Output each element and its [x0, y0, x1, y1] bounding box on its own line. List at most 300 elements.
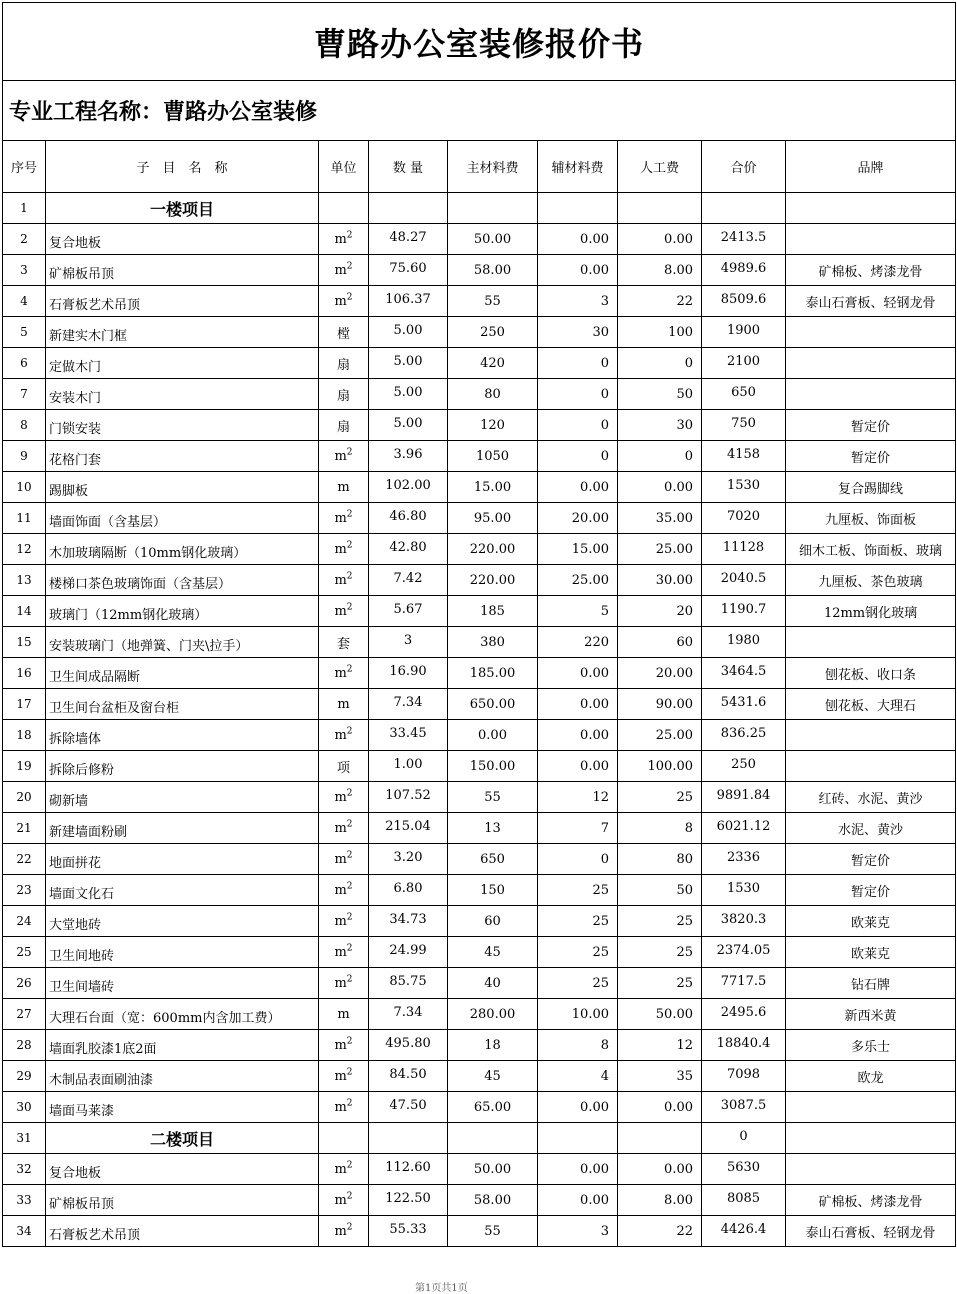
unit-text: $m^2$	[334, 943, 353, 961]
cell-brand: 泰山石膏板、轻钢龙骨	[786, 286, 956, 317]
cell-aux: 4	[538, 1061, 618, 1092]
cell-labor: 12	[618, 1030, 702, 1061]
unit-text: $m^2$	[334, 664, 353, 682]
cell-total: 1900	[702, 317, 786, 348]
cell-qty: 46.80	[369, 503, 448, 534]
cell-seq: 18	[3, 720, 46, 751]
cell-qty: 16.90	[369, 658, 448, 689]
cell-main: 65.00	[448, 1092, 538, 1123]
cell-main: 250	[448, 317, 538, 348]
cell-unit: m	[319, 472, 369, 503]
cell-brand: 暂定价	[786, 875, 956, 906]
page-title: 曹路办公室装修报价书	[3, 3, 956, 81]
cell-brand	[786, 348, 956, 379]
cell-aux	[538, 193, 618, 224]
table-row	[3, 1030, 956, 1061]
cell-unit	[319, 1030, 369, 1061]
cell-total: 2336	[702, 844, 786, 875]
cell-brand	[786, 317, 956, 348]
cell-brand: 九厘板、茶色玻璃	[786, 565, 956, 596]
table-row	[3, 1092, 956, 1123]
cell-qty: 5.67	[369, 596, 448, 627]
cell-name: 安装木门	[46, 379, 319, 410]
cell-unit	[319, 596, 369, 627]
table-row	[3, 999, 956, 1030]
cell-qty: 24.99	[369, 937, 448, 968]
unit-text: $m^2$	[334, 571, 353, 589]
cell-seq: 21	[3, 813, 46, 844]
unit-text: $m^2$	[334, 1098, 353, 1116]
cell-unit	[319, 441, 369, 472]
cell-total: 3820.3	[702, 906, 786, 937]
cell-labor: 20	[618, 596, 702, 627]
cell-brand: 九厘板、饰面板	[786, 503, 956, 534]
cell-seq: 15	[3, 627, 46, 658]
cell-qty: 495.80	[369, 1030, 448, 1061]
cell-name: 卫生间成品隔断	[46, 658, 319, 689]
cell-name: 石膏板艺术吊顶	[46, 1216, 319, 1247]
unit-text: $m^2$	[334, 447, 353, 465]
quotation-sheet	[2, 2, 955, 1247]
cell-unit	[319, 782, 369, 813]
cell-main: 95.00	[448, 503, 538, 534]
cell-total: 1530	[702, 472, 786, 503]
table-row	[3, 1061, 956, 1092]
cell-labor: 20.00	[618, 658, 702, 689]
cell-labor: 25	[618, 906, 702, 937]
cell-unit	[319, 1123, 369, 1154]
table-row	[3, 193, 956, 224]
cell-main: 185	[448, 596, 538, 627]
cell-aux: 220	[538, 627, 618, 658]
cell-name: 矿棉板吊顶	[46, 255, 319, 286]
cell-unit: m	[319, 999, 369, 1030]
project-name: 专业工程名称：曹路办公室装修	[3, 81, 956, 141]
header-main: 主材料费	[448, 141, 538, 193]
cell-unit	[319, 720, 369, 751]
cell-name: 拆除后修粉	[46, 751, 319, 782]
cell-qty: 102.00	[369, 472, 448, 503]
cell-aux: 0	[538, 348, 618, 379]
cell-aux: 25	[538, 937, 618, 968]
cell-labor: 0.00	[618, 1154, 702, 1185]
cell-aux: 30	[538, 317, 618, 348]
table-row	[3, 503, 956, 534]
cell-aux: 25	[538, 968, 618, 999]
cell-unit	[319, 1216, 369, 1247]
cell-unit	[319, 1185, 369, 1216]
table-row	[3, 720, 956, 751]
cell-labor: 25	[618, 937, 702, 968]
unit-text: $m^2$	[334, 1191, 353, 1209]
cell-seq: 10	[3, 472, 46, 503]
cell-aux: 12	[538, 782, 618, 813]
cell-name: 踢脚板	[46, 472, 319, 503]
cell-qty: 5.00	[369, 379, 448, 410]
cell-qty: 5.00	[369, 410, 448, 441]
cell-aux: 25.00	[538, 565, 618, 596]
cell-name: 定做木门	[46, 348, 319, 379]
header-labor: 人工费	[618, 141, 702, 193]
cell-seq: 13	[3, 565, 46, 596]
unit-text: $m^2$	[334, 509, 353, 527]
cell-seq: 30	[3, 1092, 46, 1123]
cell-main: 380	[448, 627, 538, 658]
cell-seq: 2	[3, 224, 46, 255]
cell-aux: 0.00	[538, 720, 618, 751]
table-row	[3, 689, 956, 720]
cell-qty: 7.34	[369, 689, 448, 720]
table-row	[3, 1154, 956, 1185]
cell-name: 大堂地砖	[46, 906, 319, 937]
cell-brand: 新西米黄	[786, 999, 956, 1030]
header-unit: 单位	[319, 141, 369, 193]
cell-main: 45	[448, 937, 538, 968]
cell-labor: 30.00	[618, 565, 702, 596]
cell-qty: 47.50	[369, 1092, 448, 1123]
cell-brand: 红砖、水泥、黄沙	[786, 782, 956, 813]
cell-labor: 0	[618, 348, 702, 379]
cell-main: 185.00	[448, 658, 538, 689]
cell-qty: 85.75	[369, 968, 448, 999]
cell-aux: 0.00	[538, 255, 618, 286]
cell-main: 18	[448, 1030, 538, 1061]
cell-seq: 7	[3, 379, 46, 410]
cell-labor: 35.00	[618, 503, 702, 534]
cell-qty: 55.33	[369, 1216, 448, 1247]
cell-seq: 24	[3, 906, 46, 937]
unit-text: $m^2$	[334, 819, 353, 837]
cell-brand	[786, 1154, 956, 1185]
cell-main: 55	[448, 1216, 538, 1247]
cell-total: 1190.7	[702, 596, 786, 627]
header-seq: 序号	[3, 141, 46, 193]
cell-main: 15.00	[448, 472, 538, 503]
unit-text: $m^2$	[334, 602, 353, 620]
cell-qty: 1.00	[369, 751, 448, 782]
cell-unit: 扇	[319, 379, 369, 410]
cell-labor: 80	[618, 844, 702, 875]
cell-name: 拆除墙体	[46, 720, 319, 751]
cell-brand: 矿棉板、烤漆龙骨	[786, 1185, 956, 1216]
cell-name: 卫生间台盆柜及窗台柜	[46, 689, 319, 720]
header-aux: 辅材料费	[538, 141, 618, 193]
table-row	[3, 968, 956, 999]
header-qty: 数 量	[369, 141, 448, 193]
cell-labor: 0.00	[618, 224, 702, 255]
table-row	[3, 813, 956, 844]
cell-name: 新建实木门框	[46, 317, 319, 348]
cell-name: 地面拼花	[46, 844, 319, 875]
cell-unit: m	[319, 689, 369, 720]
cell-seq: 34	[3, 1216, 46, 1247]
cell-aux: 0	[538, 441, 618, 472]
cell-name: 玻璃门（12mm钢化玻璃）	[46, 596, 319, 627]
cell-aux: 10.00	[538, 999, 618, 1030]
table-row	[3, 224, 956, 255]
cell-name: 花格门套	[46, 441, 319, 472]
cell-qty: 3.96	[369, 441, 448, 472]
cell-unit	[319, 534, 369, 565]
cell-main: 0.00	[448, 720, 538, 751]
cell-unit	[319, 813, 369, 844]
cell-total: 2100	[702, 348, 786, 379]
cell-seq: 8	[3, 410, 46, 441]
cell-aux: 0.00	[538, 472, 618, 503]
cell-brand: 刨花板、大理石	[786, 689, 956, 720]
cell-total: 2495.6	[702, 999, 786, 1030]
table-row	[3, 1216, 956, 1247]
cell-brand: 细木工板、饰面板、玻璃	[786, 534, 956, 565]
cell-qty: 6.80	[369, 875, 448, 906]
cell-aux: 3	[538, 1216, 618, 1247]
cell-labor: 0	[618, 441, 702, 472]
cell-total: 11128	[702, 534, 786, 565]
cell-total: 2040.5	[702, 565, 786, 596]
cell-qty: 5.00	[369, 317, 448, 348]
cell-seq: 5	[3, 317, 46, 348]
cell-labor: 25	[618, 782, 702, 813]
cell-name: 石膏板艺术吊顶	[46, 286, 319, 317]
cell-total: 9891.84	[702, 782, 786, 813]
cell-main: 45	[448, 1061, 538, 1092]
table-row	[3, 255, 956, 286]
cell-qty: 7.34	[369, 999, 448, 1030]
unit-text: $m^2$	[334, 1067, 353, 1085]
cell-total: 4426.4	[702, 1216, 786, 1247]
cell-seq: 25	[3, 937, 46, 968]
cell-total: 5630	[702, 1154, 786, 1185]
cell-unit	[319, 1061, 369, 1092]
cell-unit: 扇	[319, 410, 369, 441]
cell-unit	[319, 937, 369, 968]
cell-seq: 20	[3, 782, 46, 813]
cell-seq: 3	[3, 255, 46, 286]
cell-unit	[319, 503, 369, 534]
cell-name: 卫生间墙砖	[46, 968, 319, 999]
cell-unit	[319, 565, 369, 596]
cell-main: 55	[448, 782, 538, 813]
cell-labor: 60	[618, 627, 702, 658]
cell-labor: 35	[618, 1061, 702, 1092]
cell-main	[448, 1123, 538, 1154]
cell-main: 58.00	[448, 1185, 538, 1216]
cell-unit	[319, 1154, 369, 1185]
cell-name: 墙面文化石	[46, 875, 319, 906]
cell-total: 18840.4	[702, 1030, 786, 1061]
cell-unit	[319, 658, 369, 689]
cell-total: 8085	[702, 1185, 786, 1216]
cell-aux: 25	[538, 906, 618, 937]
table-row	[3, 565, 956, 596]
cell-aux: 3	[538, 286, 618, 317]
cell-brand: 多乐士	[786, 1030, 956, 1061]
cell-labor: 0.00	[618, 472, 702, 503]
cell-seq: 29	[3, 1061, 46, 1092]
cell-main: 50.00	[448, 1154, 538, 1185]
cell-main: 50.00	[448, 224, 538, 255]
cell-labor: 50	[618, 875, 702, 906]
cell-labor: 100	[618, 317, 702, 348]
cell-unit	[319, 286, 369, 317]
unit-text: $m^2$	[334, 540, 353, 558]
cell-seq: 19	[3, 751, 46, 782]
cell-name: 二楼项目	[46, 1123, 319, 1154]
cell-brand	[786, 193, 956, 224]
cell-aux: 7	[538, 813, 618, 844]
table-row	[3, 317, 956, 348]
cell-total: 250	[702, 751, 786, 782]
cell-qty: 34.73	[369, 906, 448, 937]
cell-total: 1980	[702, 627, 786, 658]
cell-qty: 48.27	[369, 224, 448, 255]
cell-seq: 16	[3, 658, 46, 689]
cell-brand	[786, 627, 956, 658]
table-row	[3, 441, 956, 472]
cell-name: 复合地板	[46, 224, 319, 255]
cell-main: 40	[448, 968, 538, 999]
cell-total: 3464.5	[702, 658, 786, 689]
table-row	[3, 534, 956, 565]
cell-name: 安装玻璃门（地弹簧、门夹\拉手）	[46, 627, 319, 658]
unit-text: $m^2$	[334, 1036, 353, 1054]
cell-aux: 0.00	[538, 1185, 618, 1216]
cell-main: 13	[448, 813, 538, 844]
cell-seq: 23	[3, 875, 46, 906]
cell-total: 0	[702, 1123, 786, 1154]
cell-main: 58.00	[448, 255, 538, 286]
cell-seq: 32	[3, 1154, 46, 1185]
cell-unit: 项	[319, 751, 369, 782]
cell-total: 836.25	[702, 720, 786, 751]
cell-labor: 22	[618, 1216, 702, 1247]
cell-aux	[538, 1123, 618, 1154]
cell-main: 60	[448, 906, 538, 937]
cell-qty: 33.45	[369, 720, 448, 751]
cell-labor: 25.00	[618, 720, 702, 751]
cell-seq: 6	[3, 348, 46, 379]
cell-main	[448, 193, 538, 224]
cell-brand: 矿棉板、烤漆龙骨	[786, 255, 956, 286]
cell-aux: 5	[538, 596, 618, 627]
cell-total: 5431.6	[702, 689, 786, 720]
cell-main: 220.00	[448, 534, 538, 565]
table-row	[3, 410, 956, 441]
cell-aux: 0.00	[538, 1154, 618, 1185]
cell-brand	[786, 751, 956, 782]
cell-main: 80	[448, 379, 538, 410]
cell-qty: 42.80	[369, 534, 448, 565]
cell-qty: 106.37	[369, 286, 448, 317]
cell-total: 2413.5	[702, 224, 786, 255]
cell-aux: 20.00	[538, 503, 618, 534]
cell-unit	[319, 255, 369, 286]
cell-aux: 8	[538, 1030, 618, 1061]
cell-labor: 50	[618, 379, 702, 410]
cell-labor	[618, 193, 702, 224]
cell-main: 120	[448, 410, 538, 441]
table-row	[3, 1185, 956, 1216]
cell-labor: 8	[618, 813, 702, 844]
cell-seq: 1	[3, 193, 46, 224]
cell-brand	[786, 224, 956, 255]
cell-labor	[618, 1123, 702, 1154]
cell-main: 150.00	[448, 751, 538, 782]
cell-aux: 25	[538, 875, 618, 906]
cell-unit	[319, 193, 369, 224]
cell-name: 砌新墙	[46, 782, 319, 813]
cell-aux: 15.00	[538, 534, 618, 565]
table-row	[3, 286, 956, 317]
cell-brand	[786, 720, 956, 751]
cell-brand: 暂定价	[786, 410, 956, 441]
cell-main: 220.00	[448, 565, 538, 596]
header-row	[3, 141, 956, 193]
cell-qty: 215.04	[369, 813, 448, 844]
table-row	[3, 937, 956, 968]
cell-brand: 暂定价	[786, 844, 956, 875]
cell-seq: 9	[3, 441, 46, 472]
cell-labor: 22	[618, 286, 702, 317]
header-total: 合价	[702, 141, 786, 193]
cell-name: 新建墙面粉刷	[46, 813, 319, 844]
cell-aux: 0.00	[538, 658, 618, 689]
cell-total: 7098	[702, 1061, 786, 1092]
cell-seq: 12	[3, 534, 46, 565]
cell-seq: 11	[3, 503, 46, 534]
cell-total: 8509.6	[702, 286, 786, 317]
cell-brand	[786, 1092, 956, 1123]
cell-seq: 17	[3, 689, 46, 720]
cell-qty: 75.60	[369, 255, 448, 286]
cell-seq: 26	[3, 968, 46, 999]
table-row	[3, 782, 956, 813]
header-brand: 品牌	[786, 141, 956, 193]
cell-seq: 27	[3, 999, 46, 1030]
unit-text: $m^2$	[334, 230, 353, 248]
cell-name: 大理石台面（宽：600mm内含加工费）	[46, 999, 319, 1030]
unit-text: $m^2$	[334, 974, 353, 992]
cell-name: 墙面马莱漆	[46, 1092, 319, 1123]
unit-text: $m^2$	[334, 726, 353, 744]
cell-brand	[786, 379, 956, 410]
cell-qty: 3	[369, 627, 448, 658]
cell-qty: 3.20	[369, 844, 448, 875]
cell-aux: 0	[538, 410, 618, 441]
unit-text: $m^2$	[334, 912, 353, 930]
unit-text: $m^2$	[334, 788, 353, 806]
cell-aux: 0.00	[538, 689, 618, 720]
cell-labor: 50.00	[618, 999, 702, 1030]
cell-total: 4158	[702, 441, 786, 472]
cell-aux: 0.00	[538, 1092, 618, 1123]
cell-name: 矿棉板吊顶	[46, 1185, 319, 1216]
cell-qty: 112.60	[369, 1154, 448, 1185]
cell-unit	[319, 906, 369, 937]
cell-main: 280.00	[448, 999, 538, 1030]
cell-brand: 泰山石膏板、轻钢龙骨	[786, 1216, 956, 1247]
cell-labor: 90.00	[618, 689, 702, 720]
cell-name: 一楼项目	[46, 193, 319, 224]
cell-labor: 8.00	[618, 255, 702, 286]
cell-total	[702, 193, 786, 224]
cell-labor: 25	[618, 968, 702, 999]
cell-name: 墙面乳胶漆1底2面	[46, 1030, 319, 1061]
cell-name: 楼梯口茶色玻璃饰面（含基层）	[46, 565, 319, 596]
cell-name: 门锁安装	[46, 410, 319, 441]
table-row	[3, 658, 956, 689]
unit-text: $m^2$	[334, 850, 353, 868]
